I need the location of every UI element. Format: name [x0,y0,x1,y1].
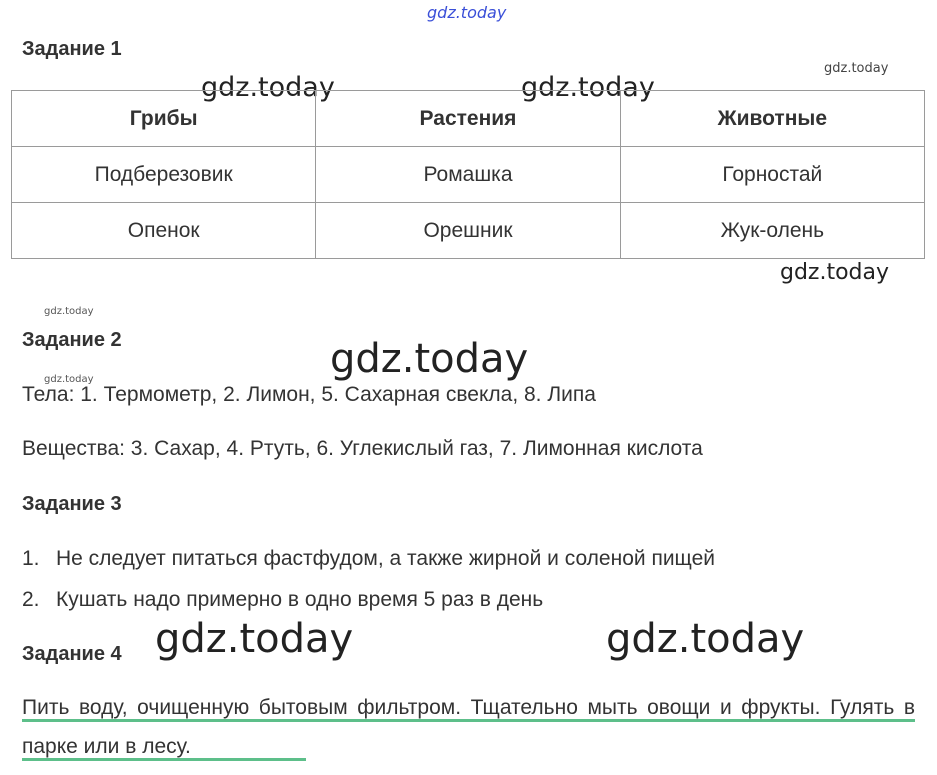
highlight-underline [22,719,915,722]
table-header-row [12,91,925,147]
watermark: gdz.today [44,306,94,317]
task4-text: Пить воду, очищенную бытовым фильтром. Тщательно мыть овощи и фрукты. Гулять в парке или в лесу. [22,696,915,758]
watermark: gdz.today [155,616,354,662]
task3-heading: Задание 3 [22,493,122,515]
task2-substances: Вещества: 3. Сахар, 4. Ртуть, 6. Углекислый газ, 7. Лимонная кислота [22,437,703,460]
table-row [12,203,925,259]
table-cell: Опенок [12,203,316,259]
list-item-text: Кушать надо примерно в одно время 5 раз в день [56,588,544,611]
table-cell: Орешник [316,203,620,259]
table-cell: Ромашка [316,147,620,203]
table-cell: Подберезовик [12,147,316,203]
task3-list [22,547,715,612]
watermark: gdz.today [201,72,335,103]
column-header-animals: Животные [620,91,924,147]
watermark: gdz.today [780,260,890,285]
highlight-underline [22,758,306,761]
watermark: gdz.today [44,374,94,385]
task2-bodies: Тела: 1. Термометр, 2. Лимон, 5. Сахарная свекла, 8. Липа [22,383,596,406]
watermark: gdz.today [824,61,889,76]
table-cell: Жук-олень [620,203,924,259]
table-row [12,147,925,203]
task1-heading: Задание 1 [22,38,122,60]
list-item-text: Не следует питаться фастфудом, а также жирной и соленой пищей [56,547,715,570]
watermark: gdz.today [606,616,805,662]
column-header-plants: Растения [316,91,620,147]
table-cell: Горностай [620,147,924,203]
task4-heading: Задание 4 [22,643,122,665]
list-item [22,547,715,571]
list-item-number: 1. [22,547,40,570]
list-item [22,588,715,612]
list-item-number: 2. [22,588,40,611]
watermark: gdz.today [330,336,529,382]
task2-heading: Задание 2 [22,329,122,351]
watermark-top: gdz.today [427,3,507,22]
watermark: gdz.today [521,72,655,103]
classification-table [11,90,925,259]
column-header-mushrooms: Грибы [12,91,316,147]
